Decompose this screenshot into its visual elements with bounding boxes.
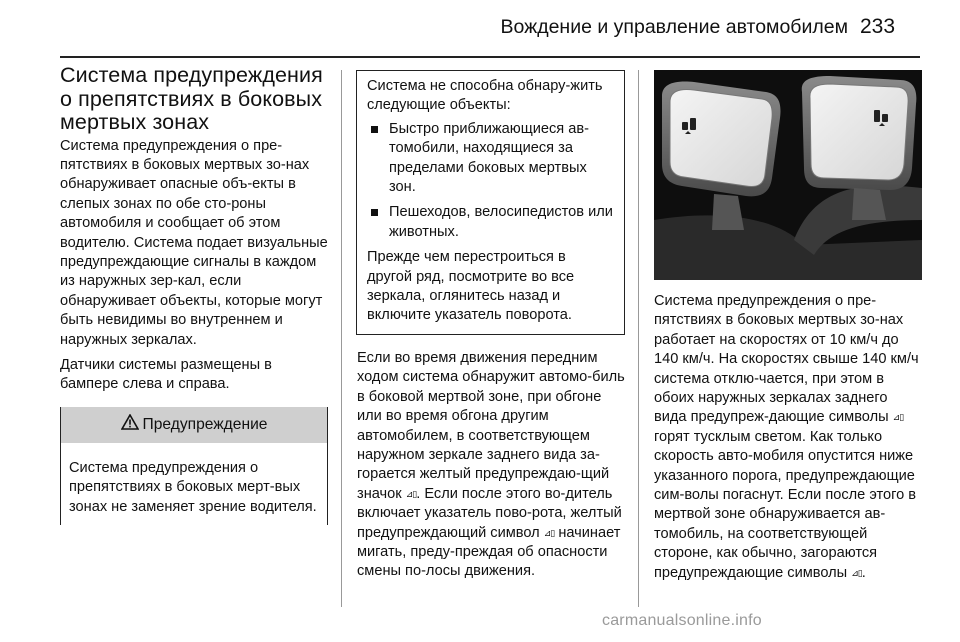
warning-box	[60, 407, 328, 525]
sensors-paragraph: Датчики системы размещены в бампере слева и справа.	[60, 356, 272, 393]
section-heading: Система предупреждения о препятствиях в боковых мертвых зонах	[60, 63, 323, 134]
detection-text-1: Если во время движения передним ходом система обнаружит автомо-биль в боковой мертвой зоне, при обгоне или во время обгона другим автомобилем, в соответствующем наружном зеркале заднего вида за-горается желтый предупреждаю-щий значок	[357, 349, 625, 502]
side-mirror-icon	[654, 70, 922, 280]
detection-paragraph	[357, 349, 625, 582]
page-number: 233	[860, 15, 896, 38]
warning-header	[61, 407, 327, 443]
header-rule	[60, 56, 920, 58]
column-3	[654, 70, 922, 589]
warning-text: Система предупреждения о препятствиях в боковых мерт-вых зонах не заменяет зрение водителя.	[69, 459, 317, 515]
note-intro: Система не способна обнару-жить следующие объекты:	[367, 78, 603, 114]
watermark: carmanualsonline.info	[602, 612, 762, 629]
column-2	[357, 70, 625, 588]
warning-triangle-icon	[121, 414, 139, 435]
speed-text-1: Система предупреждения о пре-пятствиях в боковых мертвых зо-нах работает на скоростях от 10 км/ч до 140 км/ч. На скоростях свыше 140 км/ч система отклю-чается, при этом в обоих наружных зеркалах заднего вида предупреж-дающие символы	[654, 293, 919, 426]
mirror-illustration	[654, 70, 922, 280]
blind-spot-car-icon: ⊿▯	[851, 567, 862, 578]
list-item: Пешеходов, велосипедистов или животных.	[367, 203, 614, 242]
note-list	[367, 120, 614, 242]
note-box	[356, 70, 625, 335]
intro-paragraph: Система предупреждения о пре-пятствиях в боковых мертвых зо-нах обнаруживает опасные объ-екты в слепых зонах по обе сто-роны автомобиля и сообщает об этом водителю. Система подает визуальные предупреждающие сигналы в каждом из наружных зер-кал, если обнаруживает объекты, которые могут быть невидимы во внутреннем и наружных зеркалах.	[60, 137, 328, 348]
speed-text-2: горят тусклым светом. Как только скорость авто-мобиля опустится ниже указанного порога, предупреждающие сим-волы погаснут. Если после этого в мертвой зоне обнаруживается ав-томобиль, на соответствующей стороне, как обычно, загораются предупреждающие символы	[654, 428, 917, 581]
column-1	[60, 64, 328, 525]
page-header	[0, 0, 960, 60]
warning-title: Предупреждение	[142, 416, 268, 434]
column-divider-1	[341, 70, 342, 607]
detection-text-2: . Если после этого во-дитель включает указатель пово-рота, желтый предупреждающий символ	[357, 485, 622, 541]
list-item: Быстро приближающиеся ав-томобили, находящиеся за пределами боковых мертвых зон.	[367, 120, 614, 198]
blind-spot-car-icon: ⊿▯	[543, 527, 555, 538]
column-divider-2	[638, 70, 639, 607]
speed-text-3: .	[861, 564, 866, 581]
blind-spot-car-icon: ⊿▯	[405, 488, 417, 499]
blind-spot-car-icon: ⊿▯	[892, 412, 904, 423]
header-title: Вождение и управление автомобилем	[500, 16, 848, 38]
detection-text-3: начинает мигать, преду-преждая об опасности смены по-лосы движения.	[357, 524, 621, 580]
speed-range-paragraph	[654, 292, 922, 583]
note-outro: Прежде чем перестроиться в другой ряд, посмотрите во все зеркала, оглянитесь назад и включите указатель поворота.	[367, 249, 575, 324]
